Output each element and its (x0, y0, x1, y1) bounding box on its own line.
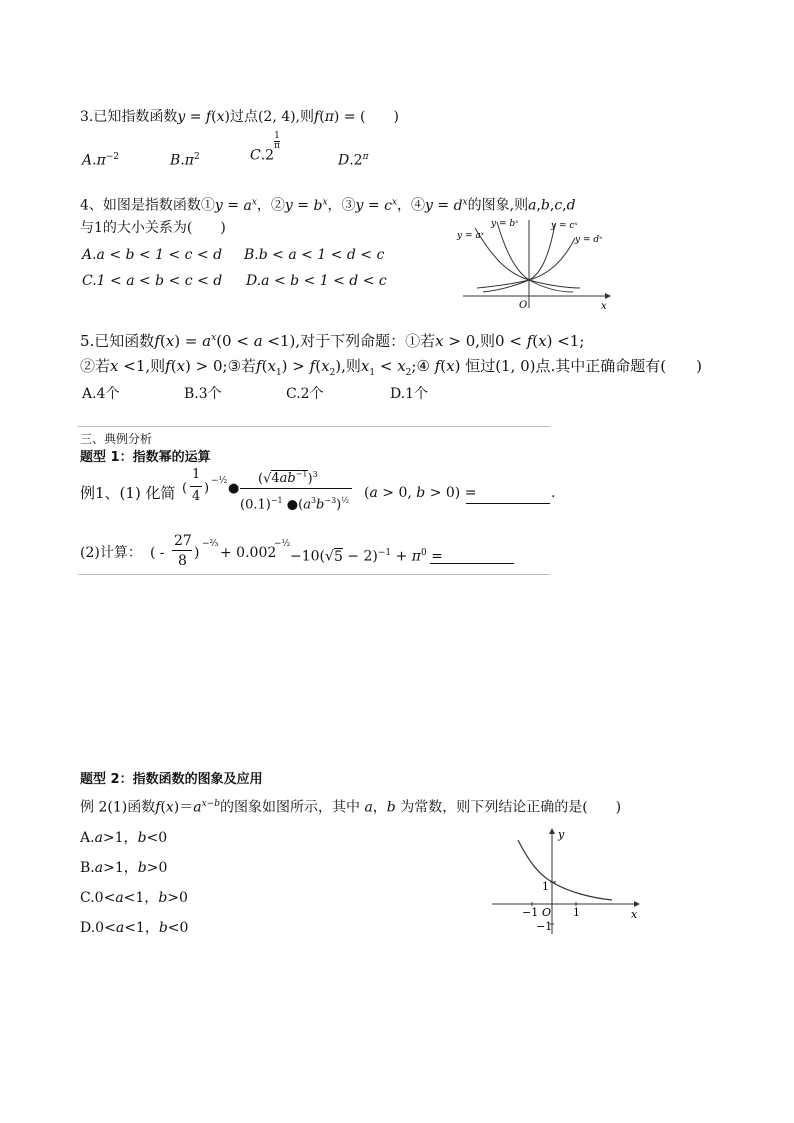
q4-option-c[interactable]: C.1 < a < b < c < d (82, 273, 223, 289)
ex1-part1-condition: (a > 0, b > 0) = (364, 485, 477, 501)
q5-option-d[interactable]: D.1个 (390, 386, 429, 402)
q4-stem-line1: 4、如图是指数函数①y = $a^x$，②y = $b^x$，③y = $c^x$，④y = $d^x$的图象,则a,b,c,d (80, 197, 576, 214)
section-bottom-rule (78, 574, 550, 575)
q5-option-c[interactable]: C.2个 (286, 386, 324, 402)
q4-x-arrow (605, 293, 611, 299)
q3-option-b[interactable]: $B.\pi^2$ (170, 152, 200, 169)
section-heading: 三、典例分析 (80, 432, 153, 446)
ex2-y-neg1-label: −1 (536, 920, 553, 933)
ex1-part2-answer-blank[interactable] (430, 563, 514, 564)
q4-x-label: x (601, 301, 607, 310)
q3-stem: 3.已知指数函数y = f(x)过点(2, 4),则f(π) = ( ) (80, 109, 399, 125)
ex2-origin-label: O (542, 906, 552, 919)
q3-option-d[interactable]: $D.2^\pi$ (338, 152, 369, 169)
section-top-rule (78, 426, 550, 427)
ex2-function-graph (488, 826, 644, 936)
ex1-part1-answer-blank[interactable] (466, 503, 550, 504)
ex1-part1-period: . (551, 485, 556, 501)
type1-title: 题型 1：指数幂的运算 (80, 450, 211, 465)
ex2-option-c[interactable]: C.0<a<1，b>0 (80, 890, 188, 906)
ex2-y-label: y (558, 828, 565, 841)
q4-label-c: y = cˣ (551, 221, 578, 231)
type2-title: 题型 2：指数函数的图象及应用 (80, 772, 263, 787)
q3-option-a[interactable]: $A.\pi^{-2}$ (82, 152, 120, 169)
ex2-stem: 例 2(1)函数$f(x)=a^{x-b}$的图象如图所示，其中 a，b 为常数，则下列结论正确的是( ) (80, 799, 622, 816)
ex1-part1-label: 例1、(1) 化简 (80, 484, 176, 502)
q5-line2: ②若x <1,则f(x) > 0;③若$f(x_1) > f(x_2)$,则$x_1$ < $x_2;④$ f(x) 恒过(1, 0)点.其中正确命题有( ) (80, 357, 702, 378)
q4-option-d[interactable]: D.a < b < 1 < d < c (246, 273, 387, 289)
ex2-x-neg1-label: −1 (522, 906, 539, 919)
q4-exponential-graph (455, 212, 615, 310)
ex2-x-arrow (634, 901, 640, 907)
q5-option-a[interactable]: A.4个 (82, 386, 120, 402)
ex2-curve (518, 840, 612, 900)
q4-stem-line2: 与1的大小关系为( ) (80, 220, 226, 236)
ex2-x-label: x (631, 908, 638, 921)
q5-option-b[interactable]: B.3个 (184, 386, 222, 402)
ex2-option-a[interactable]: A.a>1，b<0 (80, 830, 168, 846)
q4-label-d: y = dˣ (575, 235, 603, 245)
ex2-y-1-label: 1 (542, 880, 549, 893)
q4-option-a[interactable]: A.a < b < 1 < c < d (82, 247, 223, 263)
q5-line1: 5.已知函数$f(x) = a^x(0 < a <1)$,对于下列命题：①若x > 0,则0 < f(x) <1; (80, 332, 585, 350)
ex2-option-d[interactable]: D.0<a<1，b<0 (80, 920, 189, 936)
ex2-y-arrow (549, 828, 555, 834)
q4-curve-d (477, 238, 575, 288)
ex2-option-b[interactable]: B.a>1，b>0 (80, 860, 168, 876)
q3-option-c[interactable]: $C.2^{1 \pi}$ (250, 131, 280, 164)
q4-option-b[interactable]: B.b < a < 1 < d < c (244, 247, 385, 263)
ex1-part2-label: (2)计算： (80, 545, 142, 561)
q4-label-b: y = bˣ (491, 219, 519, 229)
q4-origin-label: O (519, 300, 528, 310)
ex2-x-1-label: 1 (573, 906, 580, 919)
q4-label-a: y = aˣ (457, 231, 484, 241)
